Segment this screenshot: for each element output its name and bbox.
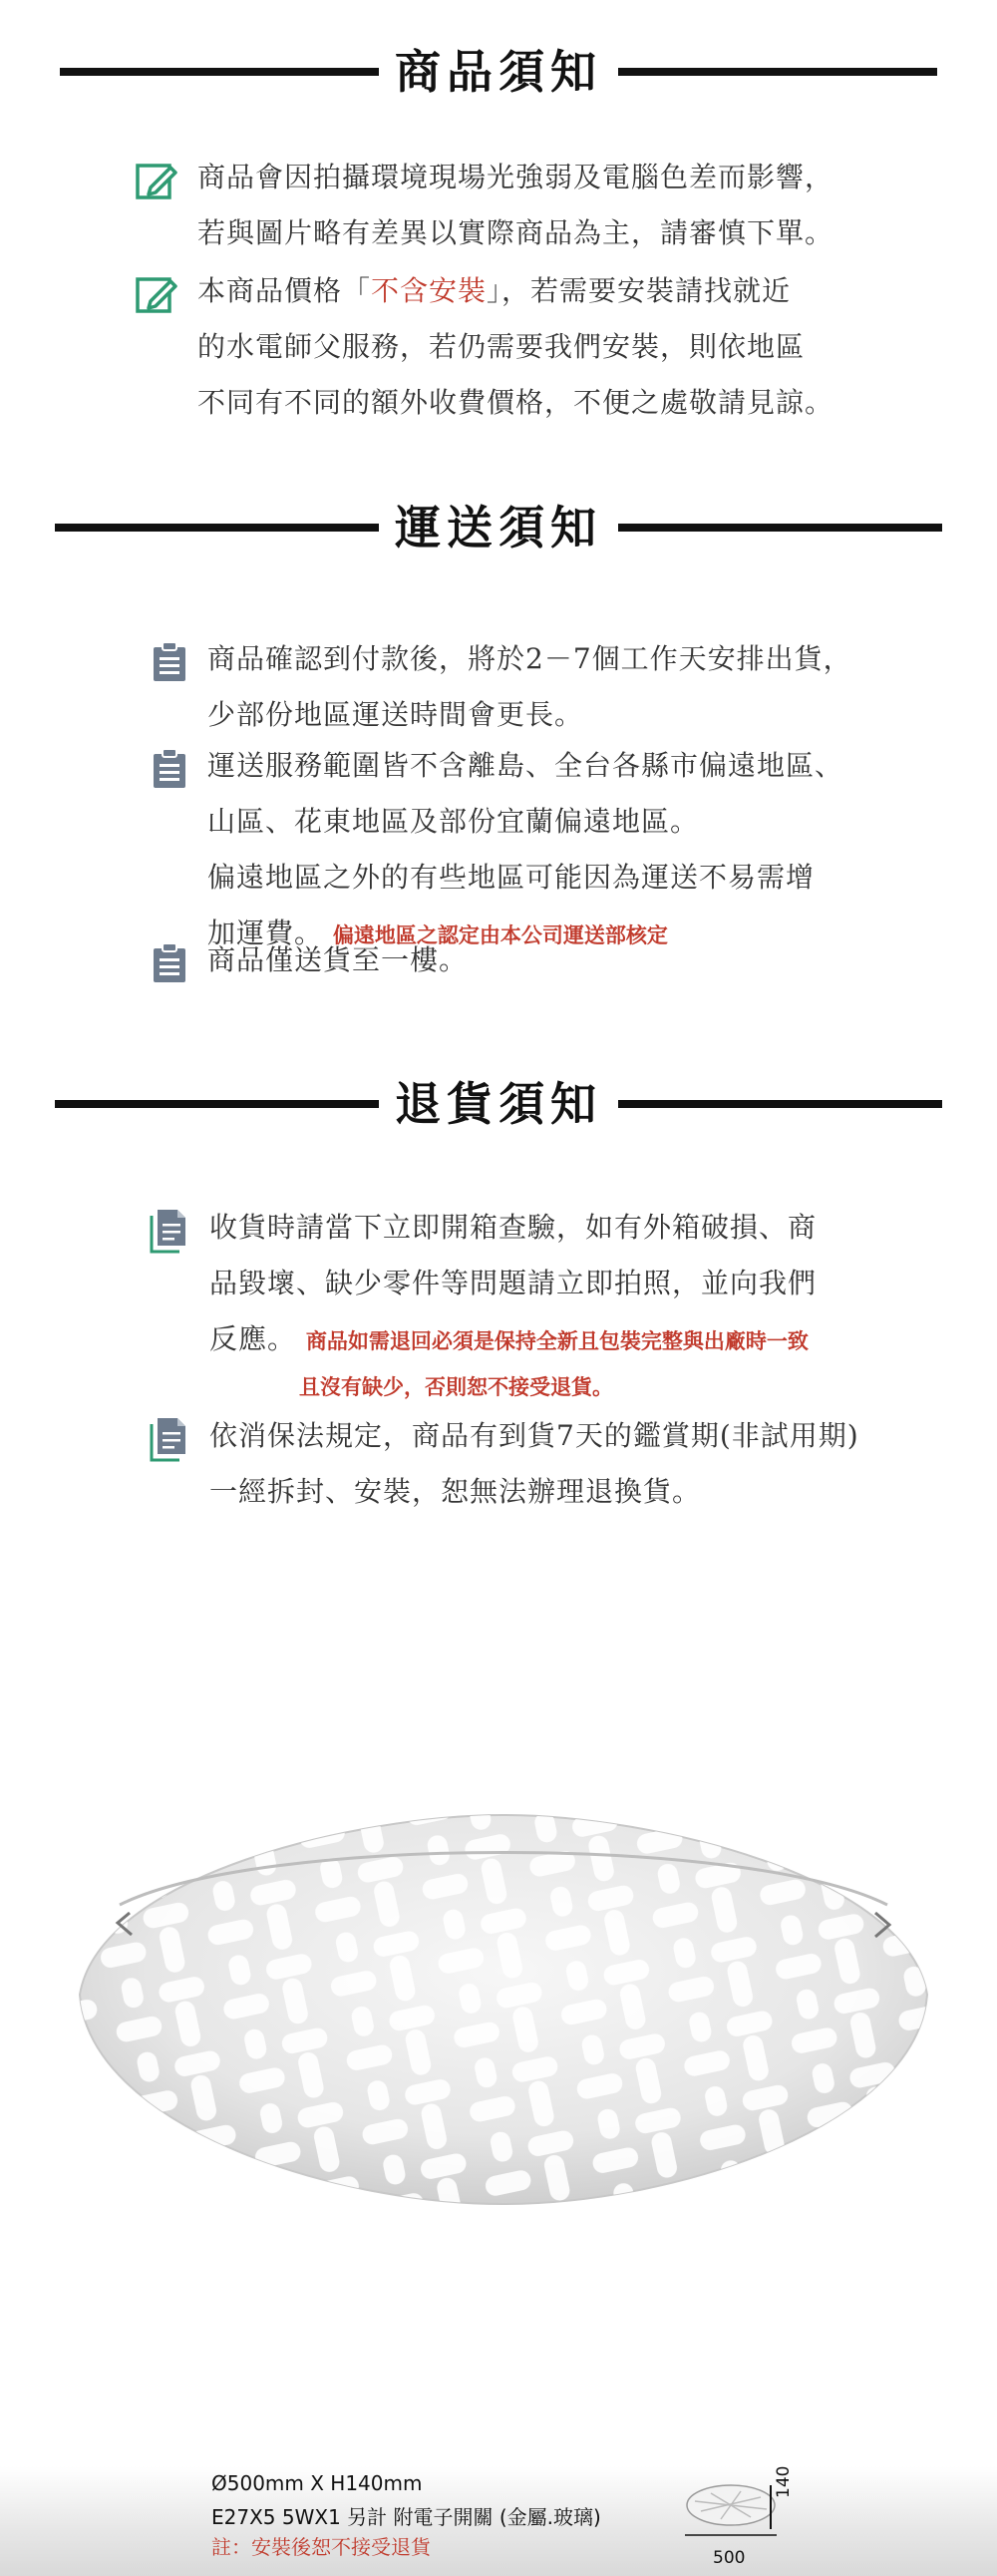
returns-item-2-line-2: 一經拆封、安裝，恕無法辦理退換貨。: [209, 1475, 702, 1508]
header-line-right: [618, 1100, 942, 1108]
header-line-left: [55, 1100, 379, 1108]
height-dimension-marker: [770, 2485, 772, 2529]
height-label: 140: [774, 2465, 794, 2498]
no-installation-highlight: 不含安裝: [371, 274, 488, 307]
price-note-pre: 本商品價格「: [197, 274, 372, 307]
remote-area-note: 偏遠地區之認定由本公司運送部核定: [332, 922, 668, 947]
returns-item-1-line-1: 收貨時請當下立即開箱查驗，如有外箱破損、商: [209, 1211, 818, 1244]
ceiling-lamp-image: [60, 1795, 947, 2234]
header-line-left: [55, 524, 379, 532]
header-line-right: [618, 68, 937, 76]
notice-title: 商品須知: [395, 45, 602, 99]
notice-item-1-line-1: 商品會因拍攝環境現場光強弱及電腦色差而影響，: [197, 161, 834, 193]
document-icon: [150, 1416, 191, 1462]
shipping-item-3-line-1: 商品僅送貨至一樓。: [207, 943, 469, 976]
notice-header: [0, 40, 997, 100]
returns-header: [0, 1072, 997, 1132]
clipboard-icon: [152, 641, 187, 683]
product-spec: E27X5 5WX1 另計 附電子開關 (金屬.玻璃): [211, 2505, 601, 2529]
header-line-right: [618, 524, 942, 532]
returns-title: 退貨須知: [395, 1077, 602, 1131]
lamp-weave-pattern: [60, 1795, 947, 2234]
width-label: 500: [713, 2548, 746, 2568]
returns-item-1-line-2: 品毀壞、缺少零件等問題請立即拍照，並向我們: [209, 1267, 818, 1299]
product-dimensions: Ø500mm X H140mm: [211, 2471, 423, 2495]
respond-text: 反應。: [209, 1322, 297, 1355]
notice-item-1-line-2: 若與圖片略有差異以實際商品為主，請審慎下單。: [197, 216, 834, 249]
return-condition-note-1: 商品如需退回必須是保持全新且包裝完整與出廠時一致: [305, 1328, 809, 1353]
return-condition-note-2: 且沒有缺少，否則恕不接受退貨。: [299, 1374, 613, 1399]
shipping-item-1-line-2: 少部份地區運送時間會更長。: [207, 698, 584, 731]
shipping-item-2-line-1: 運送服務範圍皆不含離島、全台各縣市偏遠地區、: [207, 749, 844, 782]
clipboard-icon: [152, 748, 187, 790]
edit-note-icon: [135, 273, 178, 317]
extra-fee-text: 加運費。: [207, 917, 324, 949]
notice-item-2-line-3: 不同有不同的額外收費價格，不便之處敬請見諒。: [197, 386, 834, 419]
shipping-title: 運送須知: [395, 501, 602, 554]
edit-note-icon: [135, 160, 178, 203]
notice-item-2-line-2: 的水電師父服務，若仍需要我們安裝，則依地區: [197, 330, 806, 363]
returns-item-2-line-1: 依消保法規定，商品有到貨7天的鑑賞期(非試用期): [209, 1419, 859, 1452]
shipping-header: [0, 496, 997, 555]
header-line-left: [60, 68, 379, 76]
lamp-thumbnail-icon: [681, 2483, 781, 2543]
shipping-item-1-line-1: 商品確認到付款後，將於2－7個工作天安排出貨，: [207, 642, 852, 675]
document-icon: [150, 1208, 191, 1254]
clipboard-icon: [152, 942, 187, 984]
shipping-item-2-line-3: 偏遠地區之外的有些地區可能因為運送不易需增: [207, 861, 816, 894]
notice-item-2-line-1: [197, 263, 791, 319]
price-note-post: 」，若需要安裝請找就近: [487, 274, 792, 307]
shipping-item-2-line-2: 山區、花東地區及部份宜蘭偏遠地區。: [207, 805, 700, 838]
installation-warning: 註：安裝後恕不接受退貨: [211, 2535, 431, 2559]
